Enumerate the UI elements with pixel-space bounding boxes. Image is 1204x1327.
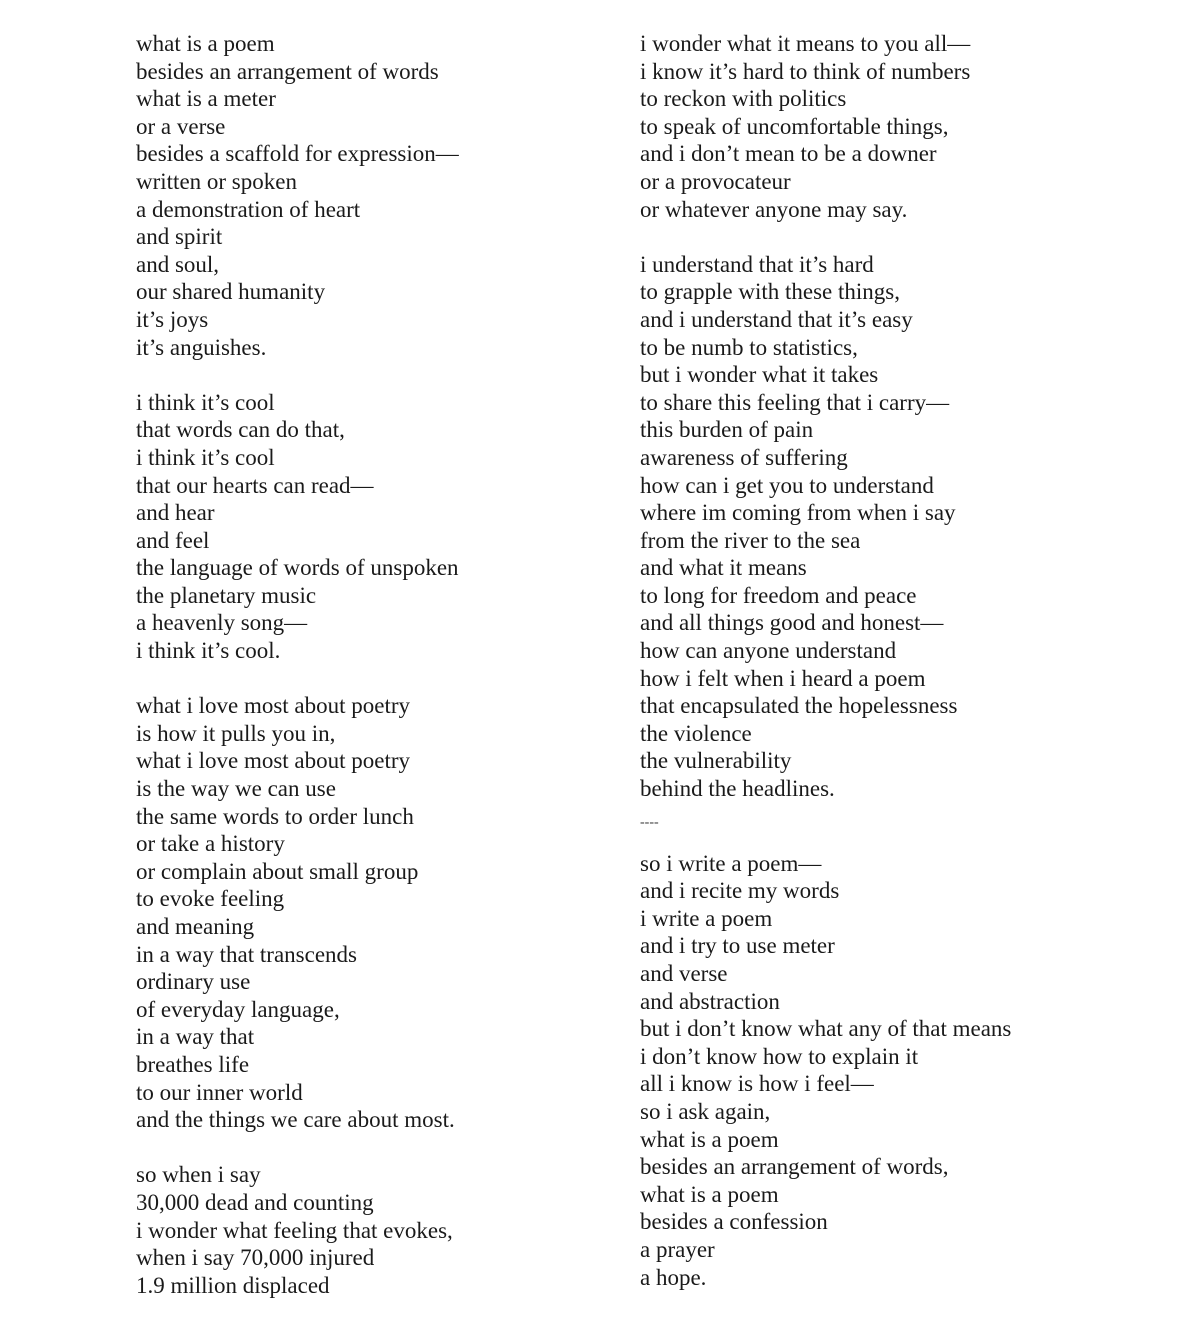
- poem-line: and what it means: [640, 555, 807, 581]
- poem-line: so i ask again,: [640, 1098, 771, 1124]
- poem-line: the same words to order lunch: [136, 803, 414, 829]
- poem-line: the language of words of unspoken: [136, 555, 459, 581]
- poem-line: where im coming from when i say: [640, 500, 956, 526]
- poem-line: how can anyone understand: [640, 638, 897, 664]
- poem-line: what i love most about poetry: [136, 693, 411, 719]
- poem-line: besides an arrangement of words: [136, 58, 439, 84]
- poem-line: and soul,: [136, 251, 220, 277]
- poem-line: besides a confession: [640, 1209, 828, 1235]
- right-column-lower: [640, 850, 1160, 1292]
- poem-line: written or spoken: [136, 168, 297, 194]
- poem-line: the violence: [640, 720, 752, 746]
- section-separator: ----: [640, 814, 659, 830]
- poem-line: when i say 70,000 injured: [136, 1245, 375, 1271]
- poem-line: to be numb to statistics,: [640, 334, 858, 360]
- poem-line: and i don’t mean to be a downer: [640, 141, 937, 167]
- poem-line: to grapple with these things,: [640, 279, 900, 305]
- poem-line: so when i say: [136, 1162, 261, 1188]
- stanza: [640, 251, 1160, 803]
- poem-line: or whatever anyone may say.: [640, 196, 908, 222]
- poem-line: 30,000 dead and counting: [136, 1189, 374, 1215]
- poem-line: i think it’s cool: [136, 444, 275, 470]
- poem-left-column: [136, 30, 576, 1327]
- poem-line: i understand that it’s hard: [640, 251, 874, 277]
- poem-line: and abstraction: [640, 988, 780, 1014]
- poem-line: besides an arrangement of words,: [640, 1154, 949, 1180]
- poem-line: to reckon with politics: [640, 86, 847, 112]
- poem-line: and verse: [640, 961, 728, 986]
- poem-line: to evoke feeling: [136, 886, 285, 912]
- poem-line: and all things good and honest—: [640, 610, 944, 636]
- poem-line: of everyday language,: [136, 996, 340, 1022]
- poem-line: and feel: [136, 527, 210, 553]
- poem-line: and meaning: [136, 914, 255, 939]
- poem-line: our shared humanity: [136, 279, 326, 305]
- poem-line: it’s joys: [136, 306, 209, 332]
- poem-line: to our inner world: [136, 1079, 303, 1105]
- poem-line: or a verse: [136, 113, 226, 139]
- poem-line: it’s anguishes.: [136, 334, 267, 360]
- poem-line: i wonder what feeling that evokes,: [136, 1217, 453, 1243]
- poem-line: from the river to the sea: [640, 527, 861, 553]
- poem-line: and i try to use meter: [640, 933, 835, 959]
- poem-line: what is a meter: [136, 86, 276, 112]
- poem-line: or take a history: [136, 831, 285, 857]
- poem-line: i know it’s hard to think of numbers: [640, 58, 971, 84]
- poem-line: and i recite my words: [640, 878, 840, 904]
- poem-line: the vulnerability: [640, 748, 792, 774]
- poem-line: awareness of suffering: [640, 444, 848, 470]
- poem-line: a hope.: [640, 1264, 707, 1290]
- poem-line: that our hearts can read—: [136, 472, 374, 498]
- poem-line: ordinary use: [136, 969, 251, 995]
- poem-line: and hear: [136, 500, 215, 526]
- poem-line: or complain about small group: [136, 858, 419, 884]
- poem-line: what is a poem: [640, 1181, 779, 1207]
- stanza: [640, 850, 1160, 1292]
- poem-line: what is a poem: [640, 1126, 779, 1152]
- stanza: [136, 1161, 576, 1299]
- poem-line: breathes life: [136, 1051, 250, 1077]
- poem-line: that encapsulated the hopelessness: [640, 693, 958, 719]
- stanza: [136, 30, 576, 361]
- poem-line: how i felt when i heard a poem: [640, 665, 926, 691]
- poem-line: or a provocateur: [640, 168, 791, 194]
- poem-line: to share this feeling that i carry—: [640, 389, 950, 415]
- poem-line: to speak of uncomfortable things,: [640, 113, 949, 139]
- poem-line: and i understand that it’s easy: [640, 306, 913, 332]
- poem-line: i wonder what it means to you all—: [640, 31, 971, 56]
- poem-line: but i wonder what it takes: [640, 362, 879, 388]
- poem-line: a demonstration of heart: [136, 196, 361, 222]
- poem-line: i write a poem: [640, 905, 773, 931]
- poem-line: to long for freedom and peace: [640, 582, 917, 608]
- poem-line: in a way that transcends: [136, 941, 357, 967]
- poem-line: and spirit: [136, 224, 223, 250]
- poem-right-column: [640, 30, 1160, 1319]
- poem-line: that words can do that,: [136, 417, 345, 443]
- poem-line: a prayer: [640, 1236, 715, 1262]
- poem-line: how can i get you to understand: [640, 472, 934, 498]
- poem-line: the planetary music: [136, 582, 317, 608]
- poem-line: all i know is how i feel—: [640, 1071, 874, 1097]
- poem-line: a heavenly song—: [136, 610, 308, 636]
- stanza: [136, 692, 576, 1134]
- poem-line: 1.9 million displaced: [136, 1272, 330, 1298]
- poem-line: i don’t know how to explain it: [640, 1043, 919, 1069]
- poem-line: i think it’s cool: [136, 389, 275, 415]
- poem-line: in a way that: [136, 1024, 255, 1050]
- poem-line: what i love most about poetry: [136, 748, 411, 774]
- poem-line: behind the headlines.: [640, 776, 835, 802]
- poem-line: besides a scaffold for expression—: [136, 141, 459, 167]
- poem-line: so i write a poem—: [640, 850, 822, 876]
- stanza: [136, 389, 576, 665]
- poem-line: and the things we care about most.: [136, 1107, 455, 1133]
- poem-line: but i don’t know what any of that means: [640, 1016, 1012, 1042]
- poem-line: is the way we can use: [136, 776, 336, 802]
- poem-line: this burden of pain: [640, 417, 814, 443]
- stanza: [640, 30, 1160, 223]
- poem-line: is how it pulls you in,: [136, 720, 336, 746]
- poem-line: i think it’s cool.: [136, 638, 281, 664]
- poem-line: what is a poem: [136, 31, 275, 56]
- right-column-upper: [640, 30, 1160, 803]
